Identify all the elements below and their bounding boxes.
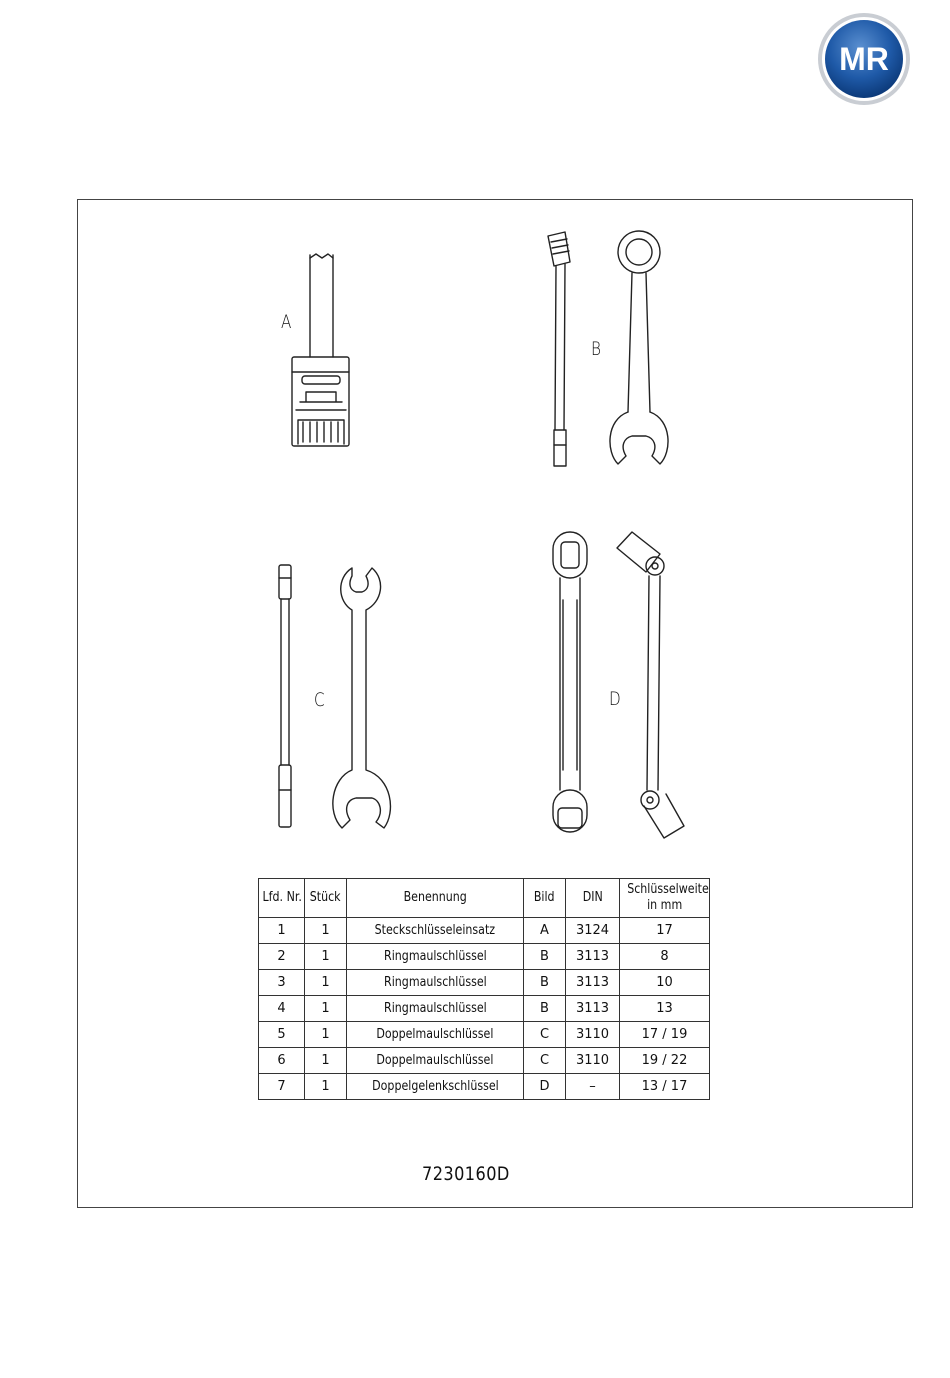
header-bild: Bild [524, 879, 566, 918]
cell-din: 3110 [566, 1022, 620, 1048]
cell-schluesselweite: 13 / 17 [620, 1074, 710, 1100]
cell-nr: 2 [259, 944, 305, 970]
cell-nr: 5 [259, 1022, 305, 1048]
header-benennung: Benennung [347, 879, 524, 918]
cell-din: 3113 [566, 944, 620, 970]
cell-benennung: Ringmaulschlüssel [347, 970, 524, 996]
table-row [259, 1074, 710, 1100]
cell-schluesselweite: 17 / 19 [620, 1022, 710, 1048]
header-din: DIN [566, 879, 620, 918]
cell-schluesselweite: 13 [620, 996, 710, 1022]
cell-nr: 7 [259, 1074, 305, 1100]
cell-din: 3124 [566, 918, 620, 944]
open-end-wrench-front-drawing [333, 568, 391, 828]
cell-stueck: 1 [305, 918, 347, 944]
parts-table [258, 878, 710, 1100]
cell-stueck: 1 [305, 1048, 347, 1074]
table-row [259, 944, 710, 970]
cell-din: 3113 [566, 996, 620, 1022]
combination-wrench-front-drawing [610, 231, 668, 464]
open-end-wrench-side-drawing [279, 565, 291, 827]
cell-bild: C [524, 1048, 566, 1074]
header-stueck: Stück [305, 879, 347, 918]
cell-din: 3113 [566, 970, 620, 996]
cell-benennung: Doppelmaulschlüssel [347, 1048, 524, 1074]
table-row [259, 996, 710, 1022]
combination-wrench-side-drawing [548, 232, 570, 466]
cell-schluesselweite: 10 [620, 970, 710, 996]
socket-insert-drawing [292, 254, 349, 446]
cell-bild: B [524, 970, 566, 996]
cell-din: – [566, 1074, 620, 1100]
cell-din: 3110 [566, 1048, 620, 1074]
header-lfd-nr: Lfd. Nr. [259, 879, 305, 918]
cell-schluesselweite: 17 [620, 918, 710, 944]
cell-benennung: Steckschlüsseleinsatz [347, 918, 524, 944]
cell-nr: 3 [259, 970, 305, 996]
cell-benennung: Doppelgelenkschlüssel [347, 1074, 524, 1100]
figure-label-a: A [281, 311, 292, 333]
cell-bild: B [524, 996, 566, 1022]
table-header-row [259, 879, 710, 918]
cell-benennung: Doppelmaulschlüssel [347, 1022, 524, 1048]
cell-nr: 6 [259, 1048, 305, 1074]
cell-bild: C [524, 1022, 566, 1048]
cell-stueck: 1 [305, 970, 347, 996]
cell-bild: D [524, 1074, 566, 1100]
table-row [259, 1022, 710, 1048]
double-swivel-wrench-bent-drawing [617, 532, 684, 838]
cell-nr: 4 [259, 996, 305, 1022]
logo-text: MR [839, 41, 889, 77]
figure-label-c: C [314, 689, 325, 711]
figure-label-d: D [609, 688, 621, 710]
cell-schluesselweite: 8 [620, 944, 710, 970]
table-row [259, 970, 710, 996]
cell-bild: A [524, 918, 566, 944]
header-schluesselweite: Schlüsselweite in mm [620, 879, 710, 918]
cell-stueck: 1 [305, 944, 347, 970]
cell-schluesselweite: 19 / 22 [620, 1048, 710, 1074]
document-number: 7230160D [422, 1163, 510, 1185]
cell-stueck: 1 [305, 996, 347, 1022]
cell-stueck: 1 [305, 1022, 347, 1048]
cell-bild: B [524, 944, 566, 970]
figure-label-b: B [591, 338, 601, 360]
table-row [259, 918, 710, 944]
cell-benennung: Ringmaulschlüssel [347, 944, 524, 970]
cell-benennung: Ringmaulschlüssel [347, 996, 524, 1022]
table-row [259, 1048, 710, 1074]
cell-nr: 1 [259, 918, 305, 944]
double-swivel-wrench-straight-drawing [553, 532, 587, 832]
cell-stueck: 1 [305, 1074, 347, 1100]
